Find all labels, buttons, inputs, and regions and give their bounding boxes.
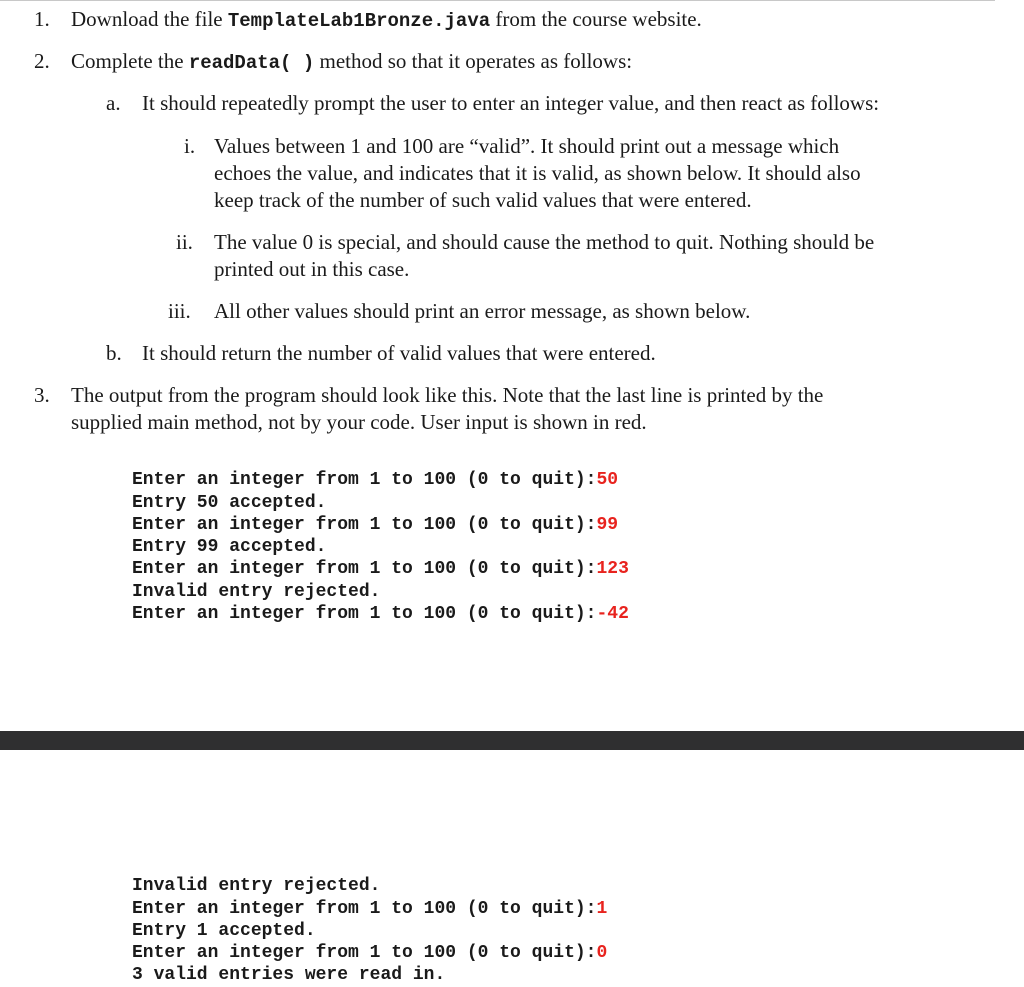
output-text: Entry 1 accepted. xyxy=(132,920,316,941)
step-2-number: 2. xyxy=(34,49,50,73)
step-1-file: TemplateLab1Bronze.java xyxy=(227,10,491,32)
step-1-number: 1. xyxy=(34,7,50,31)
output-text: Enter an integer from 1 to 100 (0 to quit): xyxy=(132,470,597,491)
step-2b-text: It should return the number of valid values that were entered. xyxy=(142,341,656,365)
user-input: 1 xyxy=(596,898,608,919)
step-2-before: Complete the xyxy=(71,49,189,73)
sample-output-bottom xyxy=(132,853,607,987)
step-2b-marker: b. xyxy=(106,341,122,365)
step-2a-ii-line-2: printed out in this case. xyxy=(214,257,410,281)
user-input: 99 xyxy=(596,514,619,535)
user-input: 50 xyxy=(596,470,619,491)
output-line xyxy=(132,603,629,625)
step-2-text xyxy=(71,48,632,77)
output-line xyxy=(132,492,629,514)
step-3-line-1: The output from the program should look like this. Note that the last line is printed by the xyxy=(71,383,824,407)
output-text: Enter an integer from 1 to 100 (0 to quit): xyxy=(132,604,597,625)
step-2a-iii-marker: iii. xyxy=(168,299,191,323)
output-line xyxy=(132,964,607,986)
output-line xyxy=(132,536,629,558)
output-line xyxy=(132,920,607,942)
step-2a-marker: a. xyxy=(106,91,121,115)
output-text: Enter an integer from 1 to 100 (0 to quit): xyxy=(132,559,597,580)
step-2-after: method so that it operates as follows: xyxy=(314,49,633,73)
output-text: Enter an integer from 1 to 100 (0 to quit): xyxy=(132,898,597,919)
step-2a-ii-marker: ii. xyxy=(176,230,193,254)
step-2-method: readData( ) xyxy=(188,52,315,74)
output-text: Entry 99 accepted. xyxy=(132,537,327,558)
step-3-number: 3. xyxy=(34,383,50,407)
user-input: 0 xyxy=(596,943,608,964)
output-line xyxy=(132,581,629,603)
output-text: Invalid entry rejected. xyxy=(132,876,381,897)
step-1-before: Download the file xyxy=(71,7,228,31)
step-1-after: from the course website. xyxy=(490,7,702,31)
step-1-text xyxy=(71,6,702,35)
user-input: 123 xyxy=(596,559,629,580)
output-line xyxy=(132,514,629,536)
page-divider xyxy=(0,731,1024,750)
step-2a-iii-text: All other values should print an error message, as shown below. xyxy=(214,299,751,323)
step-2a-i-marker: i. xyxy=(184,134,196,158)
output-line xyxy=(132,469,629,491)
output-text: Entry 50 accepted. xyxy=(132,492,327,513)
sample-output-top xyxy=(132,447,629,625)
user-input: -42 xyxy=(596,604,629,625)
output-text: Enter an integer from 1 to 100 (0 to quit): xyxy=(132,943,597,964)
output-line xyxy=(132,942,607,964)
output-line xyxy=(132,898,607,920)
step-2a-i-line-1: Values between 1 and 100 are “valid”. It should print out a message which xyxy=(214,134,840,158)
output-text: Enter an integer from 1 to 100 (0 to quit): xyxy=(132,514,597,535)
step-2a-text: It should repeatedly prompt the user to enter an integer value, and then react as follows: xyxy=(142,91,880,115)
step-3-line-2: supplied main method, not by your code. User input is shown in red. xyxy=(71,410,647,434)
step-2a-i-line-3: keep track of the number of such valid values that were entered. xyxy=(214,188,752,212)
step-2a-i-line-2: echoes the value, and indicates that it is valid, as shown below. It should also xyxy=(214,161,861,185)
output-text: Invalid entry rejected. xyxy=(132,581,381,602)
output-line xyxy=(132,558,629,580)
output-line xyxy=(132,875,607,897)
output-text: 3 valid entries were read in. xyxy=(132,965,446,986)
top-rule xyxy=(0,0,995,1)
step-2a-ii-line-1: The value 0 is special, and should cause the method to quit. Nothing should be xyxy=(214,230,875,254)
